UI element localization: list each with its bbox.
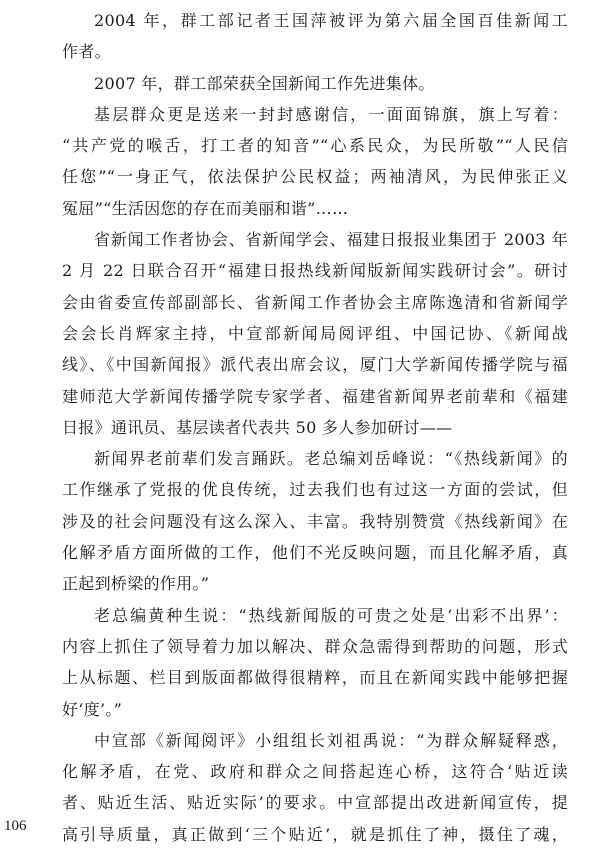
text-line: “共产党的喉舌，打工者的知音”“心系民众，为民所敬”“人民信 [62, 136, 568, 156]
text-line: 工作继承了党报的优良传统，过去我们也有过这一方面的尝试，但 [62, 480, 568, 500]
text-line: 作者。 [62, 42, 111, 62]
text-line: 线》、《中国新闻报》派代表出席会议，厦门大学新闻传播学院与福 [62, 355, 568, 375]
text-line: 省新闻工作者协会、省新闻学会、福建日报报业集团于 2003 年 [94, 230, 568, 250]
text-line: 新闻界老前辈们发言踊跃。老总编刘岳峰说：“《热线新闻》的 [94, 449, 568, 469]
text-line: 好‘度’。” [62, 699, 123, 719]
text-line: 2004 年，群工部记者王国萍被评为第六届全国百佳新闻工 [94, 11, 568, 30]
body-text [62, 5, 568, 850]
text-line: 2 月 22 日联合召开“福建日报热线新闻版新闻实践研讨会”。研讨 [62, 261, 568, 281]
page-number: 106 [4, 818, 27, 834]
text-line: 建师范大学新闻传播学院专家学者、福建省新闻界老前辈和《福建 [62, 386, 568, 406]
text-line: 正起到桥梁的作用。” [62, 574, 210, 594]
text-line: 冤屈”“生活因您的存在而美丽和谐”…… [62, 198, 349, 218]
text-line: 上从标题、栏目到版面都做得很精粹，而且在新闻实践中能够把握 [62, 668, 568, 688]
text-line: 化解矛盾，在党、政府和群众之间搭起连心桥，这符合‘贴近读 [62, 762, 568, 782]
text-line: 化解矛盾方面所做的工作，他们不光反映问题，而且化解矛盾，真 [62, 543, 568, 563]
text-line: 内容上抓住了领导着力加以解决、群众急需得到帮助的问题，形式 [62, 636, 568, 656]
text-line: 会会长肖辉家主持，中宣部新闻局阅评组、中国记协、《新闻战 [62, 323, 568, 343]
text-line: 日报》通讯员、基层读者代表共 50 多人参加研讨—— [62, 417, 453, 437]
text-line: 2007 年，群工部荣获全国新闻工作先进集体。 [94, 73, 435, 93]
text-line: 会由省委宣传部副部长、省新闻工作者协会主席陈逸清和省新闻学 [62, 292, 568, 312]
text-line: 中宣部《新闻阅评》小组组长刘祖禹说：“为群众解疑释惑， [94, 730, 568, 750]
text-line: 高引导质量，真正做到‘三个贴近’，就是抓住了神，摄住了魂， [62, 824, 568, 844]
text-line: 者、贴近生活、贴近实际’的要求。中宣部提出改进新闻宣传，提 [62, 793, 568, 813]
text-line: 老总编黄种生说：“热线新闻版的可贵之处是‘出彩不出界’： [94, 605, 568, 625]
text-line: 任您”“一身正气，依法保护公民权益；两袖清风，为民伸张正义 [62, 167, 568, 187]
text-line: 基层群众更是送来一封封感谢信，一面面锦旗，旗上写着： [94, 104, 568, 124]
text-line: 涉及的社会问题没有这么深入、丰富。我特别赞赏《热线新闻》在 [62, 511, 568, 531]
